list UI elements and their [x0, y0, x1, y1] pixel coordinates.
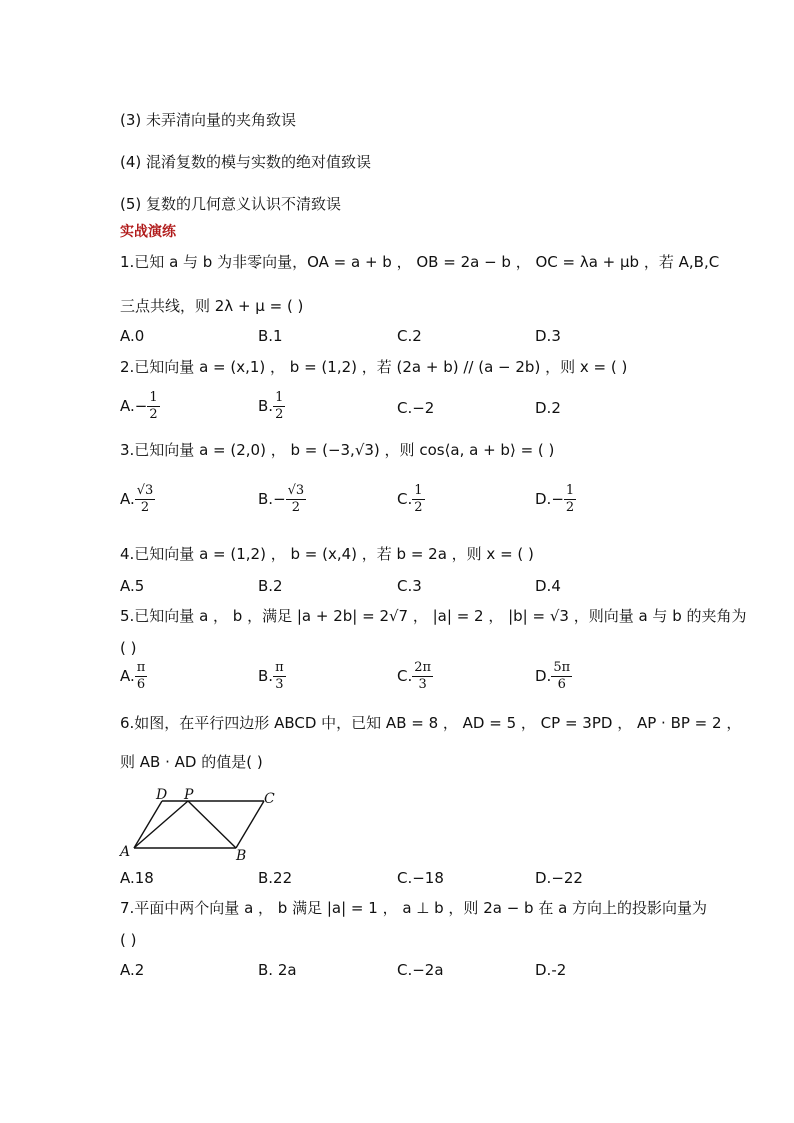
q5-option-d: D. $\frac{5\pi}{6}$	[535, 660, 571, 692]
q1-option-d: D.3	[535, 327, 561, 345]
q7-option-d: D.-2	[535, 961, 567, 979]
q3-option-b: B.− $\frac{√3}{2}$	[258, 483, 305, 515]
question-7-line-2: ( )	[120, 931, 137, 949]
segment-bp	[188, 801, 236, 848]
side-bc	[236, 801, 264, 848]
label-p: P	[184, 787, 194, 803]
q1-option-b: B.1	[258, 327, 283, 345]
section-title: 实战演练	[120, 224, 176, 240]
q6-option-c: C.−18	[397, 869, 444, 887]
question-3-line-1: 3.已知向量 a = (2,0) ， b = (−3,√3) ，则 cos⟨a, a + b⟩ = ( )	[120, 441, 555, 459]
q6-option-b: B.22	[258, 869, 293, 887]
question-7-line-1: 7.平面中两个向量 a ， b 满足 |a| = 1 ， a ⊥ b ，则 2a − b 在 a 方向上的投影向量为	[120, 899, 708, 917]
q3-option-a: A. $\frac{√3}{2}$	[120, 483, 154, 515]
q2-option-b: B. $\frac{1}{2}$	[258, 390, 284, 422]
q7-option-b: B. 2a	[258, 961, 297, 979]
question-5-line-2: ( )	[120, 639, 137, 657]
question-6-line-2: 则 AB · AD 的值是( )	[120, 753, 263, 771]
label-b: B	[236, 848, 247, 861]
q7-option-a: A.2	[120, 961, 145, 979]
q1-option-c: C.2	[397, 327, 422, 345]
parallelogram-figure	[118, 786, 288, 861]
q1-option-a: A.0	[120, 327, 145, 345]
q6-option-a: A.18	[120, 869, 154, 887]
note-3: (3) 未弄清向量的夹角致误	[120, 111, 297, 129]
note-4: (4) 混淆复数的模与实数的绝对值致误	[120, 153, 372, 171]
q5-option-c: C. $\frac{2\pi}{3}$	[397, 660, 432, 692]
q4-option-a: A.5	[120, 577, 145, 595]
question-4-line-1: 4.已知向量 a = (1,2) ， b = (x,4) ，若 b = 2a ，则 x = ( )	[120, 545, 534, 563]
q5-option-b: B. $\frac{\pi}{3}$	[258, 660, 284, 692]
q6-option-d: D.−22	[535, 869, 583, 887]
question-1-line-2: 三点共线，则 2λ + μ = ( )	[120, 297, 304, 315]
q3-option-d: D.− $\frac{1}{2}$	[535, 483, 575, 515]
question-1-line-1: 1.已知 a 与 b 为非零向量，OA = a + b ， OB = 2a − b ， OC = λa + μb ，若 A,B,C	[120, 253, 720, 271]
q2-option-a: A.− $\frac{1}{2}$	[120, 390, 158, 422]
q4-option-c: C.3	[397, 577, 422, 595]
question-5-line-1: 5.已知向量 a ， b ，满足 |a + 2b| = 2√7 ， |a| = 2 ， |b| = √3 ，则向量 a 与 b 的夹角为	[120, 607, 747, 625]
q5-option-a: A. $\frac{\pi}{6}$	[120, 660, 146, 692]
label-c: C	[264, 791, 275, 807]
q2-option-c: C.−2	[397, 399, 435, 417]
segment-ap	[134, 801, 188, 848]
side-da	[134, 801, 162, 848]
q4-option-b: B.2	[258, 577, 283, 595]
q4-option-d: D.4	[535, 577, 561, 595]
q3-option-c: C. $\frac{1}{2}$	[397, 483, 423, 515]
label-d: D	[156, 787, 168, 803]
note-5: (5) 复数的几何意义认识不清致误	[120, 195, 342, 213]
question-2-line-1: 2.已知向量 a = (x,1) ， b = (1,2) ，若 (2a + b) // (a − 2b) ，则 x = ( )	[120, 358, 628, 376]
q7-option-c: C.−2a	[397, 961, 444, 979]
q2-option-d: D.2	[535, 399, 561, 417]
question-6-line-1: 6.如图，在平行四边形 ABCD 中，已知 AB = 8 ， AD = 5 ， CP = 3PD ， AP · BP = 2 ，	[120, 714, 742, 732]
label-a: A	[120, 844, 131, 860]
